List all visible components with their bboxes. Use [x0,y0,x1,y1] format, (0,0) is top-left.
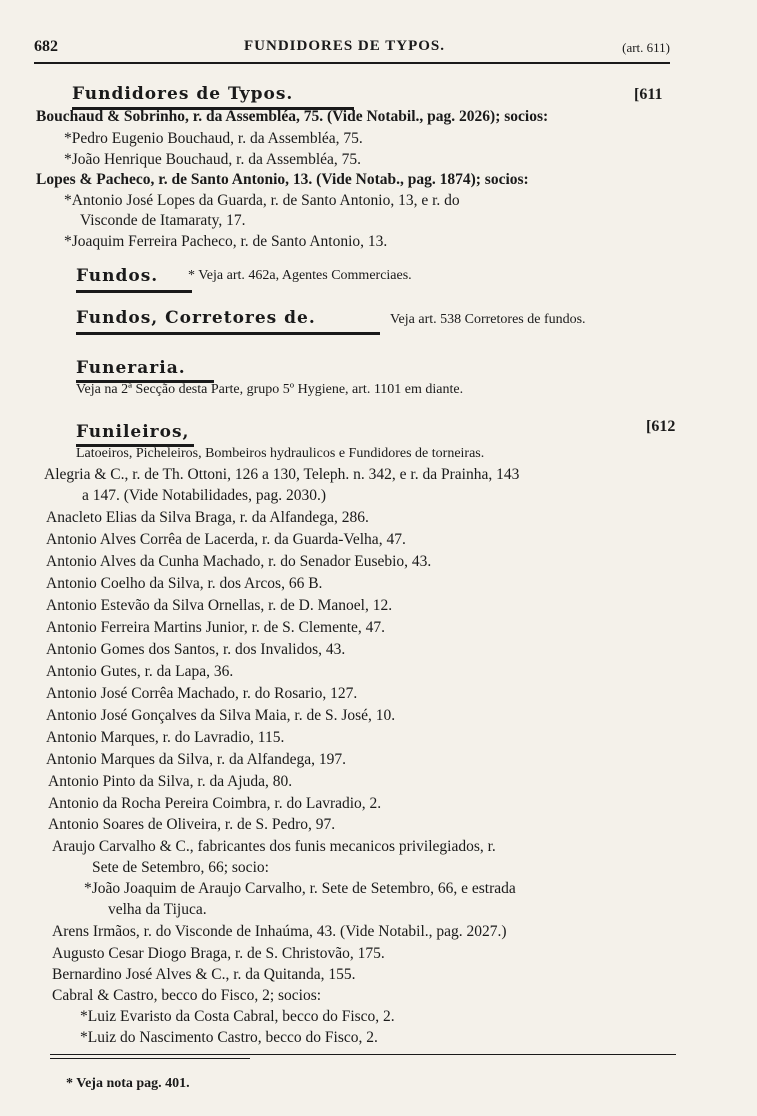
entry-line: Arens Irmãos, r. do Visconde de Inhaúma, 43. (Vide Notabil., pag. 2027.) [52,923,507,940]
entry-line: Antonio José Gonçalves da Silva Maia, r. de S. José, 10. [46,707,396,724]
section-title-funeraria: Funeraria. [76,358,186,378]
entry-line: Lopes & Pacheco, r. de Santo Antonio, 13. (Vide Notab., pag. 1874); socios: [36,171,529,188]
section-number-611: [611 [634,86,663,103]
entry-line: Anacleto Elias da Silva Braga, r. da Alfandega, 286. [46,509,369,526]
section-note-fundos-corretores: Veja art. 538 Corretores de fundos. [390,312,586,327]
section-title-fundos-corretores: Fundos, Corretores de. [76,308,316,328]
header-title: FUNDIDORES DE TYPOS. [244,38,446,54]
entry-line: *Antonio José Lopes da Guarda, r. de Santo Antonio, 13, e r. do [64,192,460,209]
entry-line: Antonio Marques da Silva, r. da Alfandega, 197. [46,751,347,768]
section-underline [76,290,192,293]
footnote-rule-short [50,1058,250,1059]
section-underline [76,332,380,335]
entry-line: Antonio Estevão da Silva Ornellas, r. de D. Manoel, 12. [46,597,393,614]
header-rule [34,62,670,64]
page-number: 682 [34,38,58,55]
entry-line: Antonio José Corrêa Machado, r. do Rosario, 127. [46,685,358,702]
entry-line: Antonio Pinto da Silva, r. da Ajuda, 80. [48,773,293,790]
section-note-fundos: * Veja art. 462a, Agentes Commerciaes. [188,268,412,283]
entry-line: Cabral & Castro, becco do Fisco, 2; socios: [52,987,322,1004]
entry-line: Antonio Gomes dos Santos, r. dos Invalidos, 43. [46,641,346,658]
header-article: (art. 611) [622,40,670,55]
entry-line: *Joaquim Ferreira Pacheco, r. de Santo Antonio, 13. [64,233,388,250]
entry-line: Visconde de Itamaraty, 17. [80,212,246,229]
entry-line: Antonio Alves da Cunha Machado, r. do Senador Eusebio, 43. [46,553,432,570]
entry-line: *Luiz do Nascimento Castro, becco do Fisco, 2. [80,1029,378,1046]
section-note-funeraria: Veja na 2ª Secção desta Parte, grupo 5º Hygiene, art. 1101 em diante. [76,382,464,397]
footnote-rule [50,1054,676,1055]
entry-line: Antonio Alves Corrêa de Lacerda, r. da Guarda-Velha, 47. [46,531,406,548]
entry-line: Sete de Setembro, 66; socio: [92,859,269,876]
section-number-612: [612 [646,418,676,435]
entry-line: Bernardino José Alves & C., r. da Quitanda, 155. [52,966,356,983]
entry-line: Antonio Ferreira Martins Junior, r. de S. Clemente, 47. [46,619,386,636]
entry-line: a 147. (Vide Notabilidades, pag. 2030.) [82,487,326,504]
entry-line: *João Henrique Bouchaud, r. da Assembléa, 75. [64,151,362,168]
entry-line: Augusto Cesar Diogo Braga, r. de S. Christovão, 175. [52,945,385,962]
footnote: * Veja nota pag. 401. [66,1076,190,1091]
entry-line: Antonio Gutes, r. da Lapa, 36. [46,663,234,680]
entry-line: velha da Tijuca. [108,901,207,918]
entry-line: Bouchaud & Sobrinho, r. da Assembléa, 75. (Vide Notabil., pag. 2026); socios: [36,108,549,125]
section-note-funileiros: Latoeiros, Picheleiros, Bombeiros hydraulicos e Fundidores de torneiras. [76,446,485,461]
entry-line: *Pedro Eugenio Bouchaud, r. da Assembléa, 75. [64,130,363,147]
running-header [34,38,670,62]
entry-line: *Luiz Evaristo da Costa Cabral, becco do Fisco, 2. [80,1008,395,1025]
entry-line: Alegria & C., r. de Th. Ottoni, 126 a 130, Teleph. n. 342, e r. da Prainha, 143 [44,466,520,483]
section-title-fundidores: Fundidores de Typos. [72,84,294,104]
entry-line: Antonio Coelho da Silva, r. dos Arcos, 66 B. [46,575,323,592]
entry-line: *João Joaquim de Araujo Carvalho, r. Sete de Setembro, 66, e estrada [84,880,516,897]
entry-line: Antonio Marques, r. do Lavradio, 115. [46,729,285,746]
section-title-fundos: Fundos. [76,266,159,286]
entry-line: Araujo Carvalho & C., fabricantes dos funis mecanicos privilegiados, r. [52,838,496,855]
entry-line: Antonio da Rocha Pereira Coimbra, r. do Lavradio, 2. [48,795,382,812]
section-title-funileiros: Funileiros, [76,422,190,442]
entry-line: Antonio Soares de Oliveira, r. de S. Pedro, 97. [48,816,336,833]
